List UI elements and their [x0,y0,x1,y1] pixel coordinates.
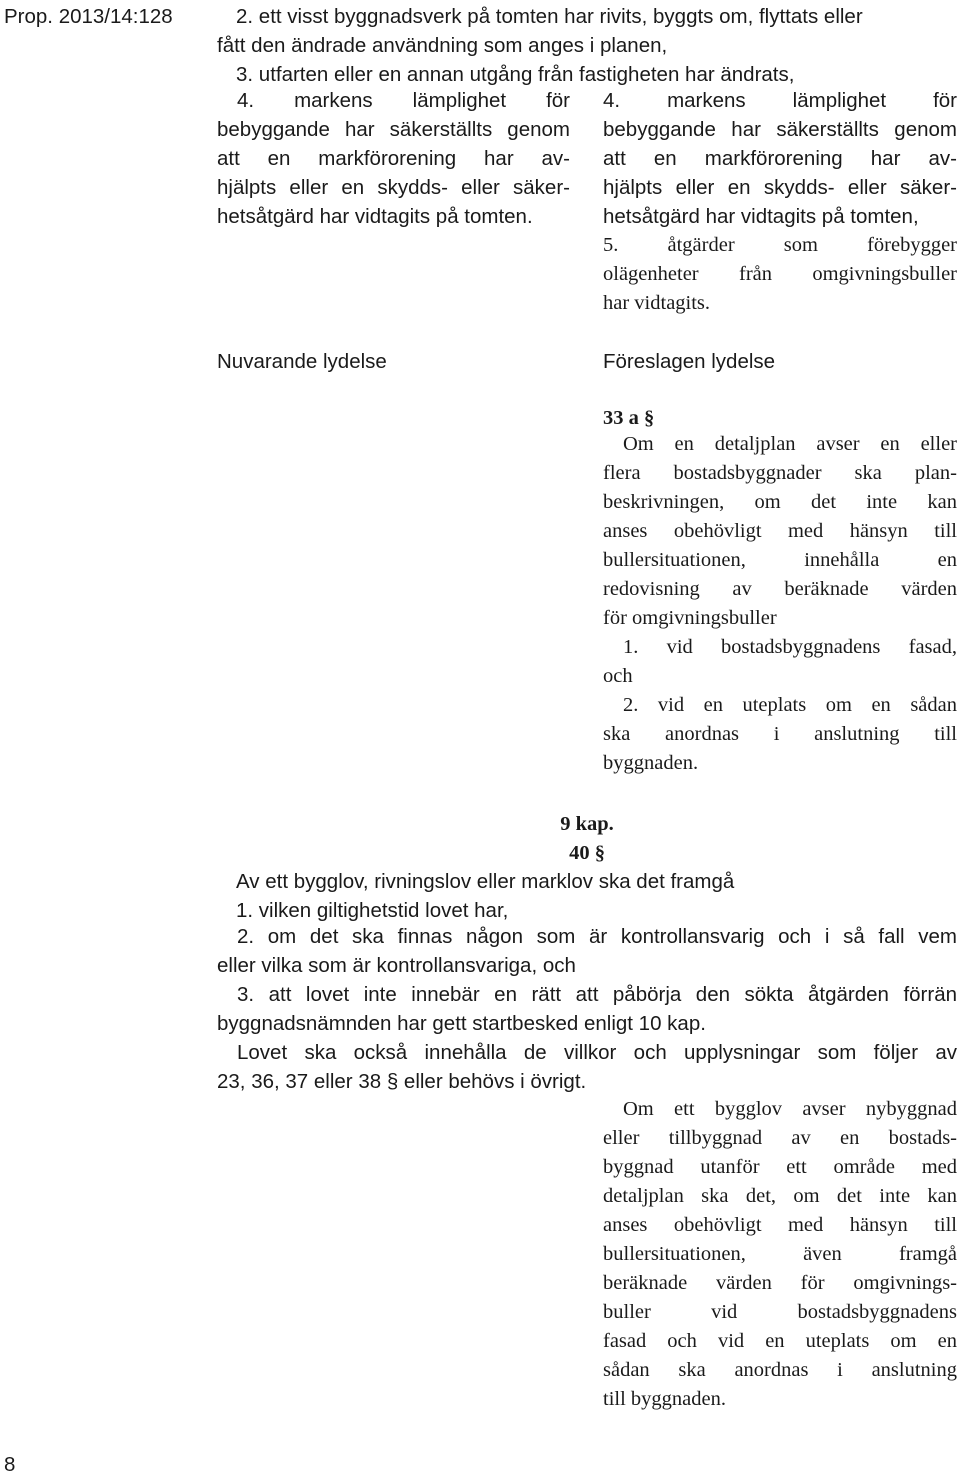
text-line: hjälpts eller en skydds- eller säker- [217,176,570,199]
text-line: 23, 36, 37 eller 38 § eller behövs i övrigt. [217,1070,587,1093]
text-line: för omgivningsbuller [603,607,777,629]
proposed-item-4 [603,89,957,234]
text-line: hetsåtgärd har vidtagits på tomten. [217,205,533,228]
text-line: hetsåtgärd har vidtagits på tomten, [603,205,919,228]
text-line: att en markförorening har av- [603,147,957,170]
current-wording-label: Nuvarande lydelse [217,350,387,373]
current-item-4 [217,89,570,234]
text-line: ska anordnas i anslutning till [603,723,957,745]
text-line: anses obehövligt med hänsyn till [603,1214,957,1236]
list-item-3: 3. utfarten eller en annan utgång från fastigheten har ändrats, [236,63,795,86]
text-line: detaljplan ska det, om det inte kan [603,1185,957,1207]
text-line: beskrivningen, om det inte kan [603,491,957,513]
text-line: 3. att lovet inte innebär en rätt att påbörja den sökta åtgärden förrän [237,983,957,1006]
text-line: Om en detaljplan avser en eller [623,433,957,455]
text-line: Lovet ska också innehålla de villkor och upplysningar som följer av [237,1041,957,1064]
text-line: byggnad utanför ett område med [603,1156,957,1178]
text-line: har vidtagits. [603,292,711,314]
list-item-2-line-1: 2. ett visst byggnadsverk på tomten har rivits, byggts om, flyttats eller [236,5,863,28]
section-33a-heading: 33 a § [603,407,655,429]
text-line: 4. markens lämplighet för [603,89,957,112]
text-line: 2. om det ska finnas någon som är kontrollansvarig och i så fall vem [237,925,957,948]
proposed-wording-label: Föreslagen lydelse [603,350,776,373]
text-line: olägenheter från omgivningsbuller [603,263,957,285]
text-line: redovisning av beräknade värden [603,578,957,600]
section-40-item-2 [217,925,957,983]
proposed-item-5 [603,234,957,321]
text-line: beräknade värden för omgivnings- [603,1272,957,1294]
text-line: till byggnaden. [603,1388,726,1410]
text-line: flera bostadsbyggnader ska plan- [603,462,957,484]
text-line: 1. vid bostadsbyggnadens fasad, [623,636,957,658]
text-line: 2. vid en uteplats om en sådan [623,694,957,716]
text-line: att en markförorening har av- [217,147,570,170]
section-40-proposed-addition [603,1098,957,1417]
text-line: fasad och vid en uteplats om en [603,1330,957,1352]
section-40-item-1: 1. vilken giltighetstid lovet har, [236,899,509,922]
page-number: 8 [4,1453,16,1476]
chapter-heading: 9 kap. [560,813,614,835]
section-40-item-3 [217,983,957,1041]
text-line: anses obehövligt med hänsyn till [603,520,957,542]
text-line: bebyggande har säkerställts genom [603,118,957,141]
text-line: byggnadsnämnden har gett startbesked enligt 10 kap. [217,1012,706,1035]
text-line: byggnaden. [603,752,699,774]
text-line: bullersituationen, även framgå [603,1243,957,1265]
document-reference: Prop. 2013/14:128 [4,5,173,28]
text-line: buller vid bostadsbyggnadens [603,1301,957,1323]
text-line: 4. markens lämplighet för [237,89,570,112]
text-line: och [603,665,633,687]
text-line: bebyggande har säkerställts genom [217,118,570,141]
text-line: sådan ska anordnas i anslutning [603,1359,957,1381]
text-line: bullersituationen, innehålla en [603,549,957,571]
section-40-heading: 40 § [569,842,605,864]
text-line: Om ett bygglov avser nybyggnad [623,1098,957,1120]
text-line: 5. åtgärder som förebygger [603,234,957,256]
section-33a-body [603,433,957,781]
text-line: eller vilka som är kontrollansvariga, och [217,954,576,977]
text-line: eller tillbyggnad av en bostads- [603,1127,957,1149]
list-item-2-line-2: fått den ändrade användning som anges i planen, [217,34,668,57]
section-40-paragraph [217,1041,957,1099]
section-40-intro: Av ett bygglov, rivningslov eller marklov ska det framgå [236,870,735,893]
text-line: hjälpts eller en skydds- eller säker- [603,176,957,199]
